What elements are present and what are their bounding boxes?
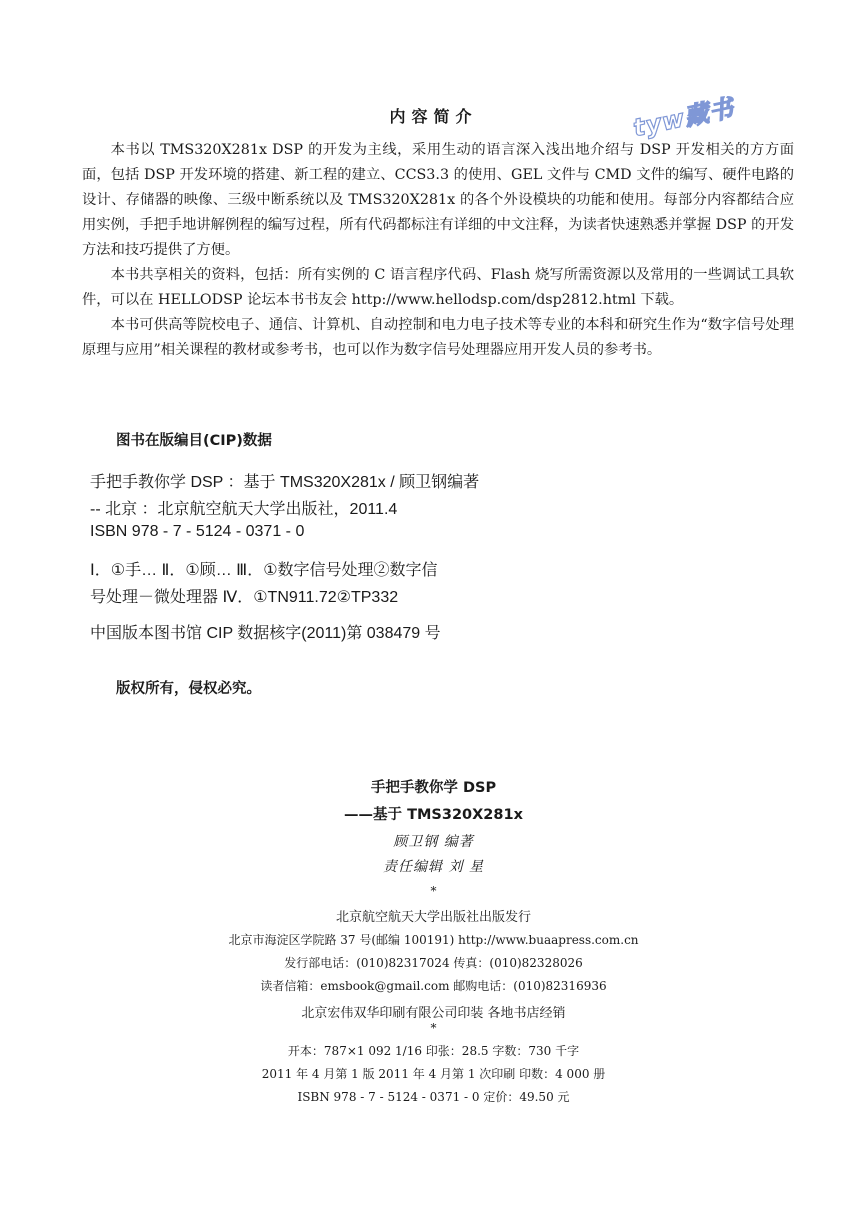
cip-heading: 图书在版编目(CIP)数据 <box>116 433 272 449</box>
isbn-price-line: ISBN 978 - 7 - 5124 - 0371 - 0 定价：49.50 元 <box>297 1090 570 1104</box>
cip-line: ISBN 978 - 7 - 5124 - 0371 - 0 <box>90 523 305 540</box>
book-author: 顾卫钢 编著 <box>393 834 474 850</box>
book-subtitle: ——基于 TMS320X281x <box>344 807 523 823</box>
separator-star: * <box>430 884 437 898</box>
phone-line: 发行部电话：(010)82317024 传真：(010)82328026 <box>284 956 583 970</box>
cip-line: -- 北京 ：北京航空航天大学出版社，2011.4 <box>90 501 398 518</box>
cip-line: 手把手教你学 DSP ：基于 TMS320X281x / 顾卫钢编著 <box>90 474 480 491</box>
separator-star: * <box>430 1021 437 1035</box>
cip-line: Ⅰ．①手… Ⅱ．①顾… Ⅲ．①数字信号处理②数字信 <box>90 562 438 579</box>
summary-section <box>82 138 794 363</box>
format-line: 开本：787×1 092 1/16 印张：28.5 字数：730 千字 <box>287 1044 580 1058</box>
library-watermark: tyw藏书 <box>630 93 737 143</box>
printer-line: 北京宏伟双华印刷有限公司印装 各地书店经销 <box>301 1006 566 1021</box>
cip-line: 中国版本图书馆 CIP 数据核字(2011)第 038479 号 <box>90 625 441 642</box>
rights-notice: 版权所有，侵权必究。 <box>116 681 261 697</box>
page-title: 内容简介 <box>389 107 478 126</box>
summary-paragraph: 本书以 TMS320X281x DSP 的开发为主线，采用生动的语言深入浅出地介绍与 DSP 开发相关的方方面面，包括 DSP 开发环境的搭建、新工程的建立、CCS3.3 的使用、GEL 文件与 CMD 文件的编写、硬件电路的设计、存储器的映像、三级中断系统以及 TMS320X281x 的各个外设模块的功能和使用。每部分内容都结合应用实例，手把手地讲解例程的编写过程，所有代码都标注有详细的中文注释，为读者快速熟悉并掌握 DSP 的开发方法和技巧提供了方便。 <box>82 142 794 258</box>
publisher-line: 北京航空航天大学出版社出版发行 <box>335 910 531 925</box>
summary-paragraph: 本书共享相关的资料，包括：所有实例的 C 语言程序代码、Flash 烧写所需资源以及常用的一些调试工具软件，可以在 HELLODSP 论坛本书书友会 http://www.hellodsp.com/dsp2812.html 下载。 <box>82 267 794 308</box>
book-editor: 责任编辑 刘 星 <box>383 859 484 875</box>
address-line: 北京市海淀区学院路 37 号(邮编 100191) http://www.buaapress.com.cn <box>228 933 639 947</box>
cip-line: 号处理－微处理器 Ⅳ．①TN911.72②TP332 <box>90 589 399 606</box>
summary-paragraph: 本书可供高等院校电子、通信、计算机、自动控制和电力电子技术等专业的本科和研究生作为“数字信号处理原理与应用”相关课程的教材或参考书，也可以作为数字信号处理器应用开发人员的参考书。 <box>82 317 794 358</box>
book-title: 手把手教你学 DSP <box>370 780 497 796</box>
email-line: 读者信箱：emsbook@gmail.com 邮购电话：(010)82316936 <box>260 979 607 993</box>
edition-line: 2011 年 4 月第 1 版 2011 年 4 月第 1 次印刷 印数：4 000 册 <box>261 1067 606 1081</box>
